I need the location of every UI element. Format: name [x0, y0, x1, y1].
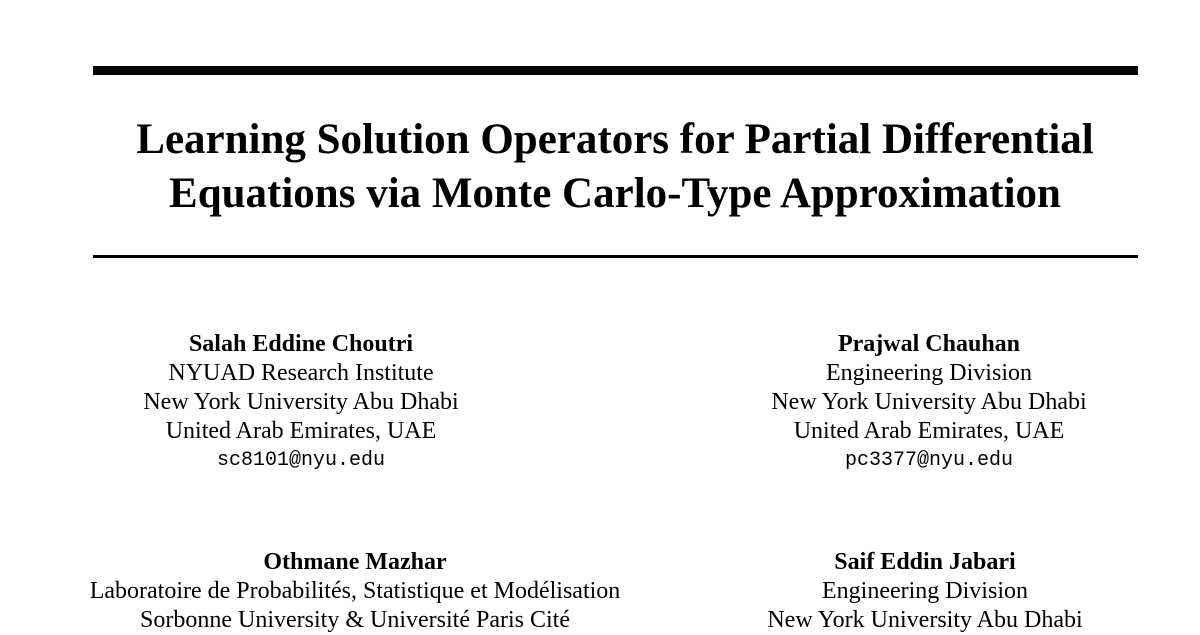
author-block-chauhan [609, 330, 1200, 475]
paper-title [60, 113, 1170, 221]
author-affiliation: New York University Abu Dhabi [771, 389, 1087, 415]
author-affiliation: New York University Abu Dhabi [767, 607, 1083, 633]
author-affiliation: Sorbonne University & Université Paris Cité [140, 607, 570, 633]
paper-title-line-2: Equations via Monte Carlo-Type Approximation [169, 170, 1061, 217]
title-bottom-rule [93, 255, 1138, 258]
author-affiliation: New York University Abu Dhabi [143, 389, 459, 415]
author-block-choutri [0, 330, 621, 475]
author-affiliation: Engineering Division [826, 360, 1032, 386]
author-block-jabari [605, 548, 1200, 635]
title-top-rule [93, 66, 1138, 75]
paper-title-line-1: Learning Solution Operators for Partial Differential [136, 116, 1094, 163]
author-name: Othmane Mazhar [263, 549, 447, 575]
author-affiliation: NYUAD Research Institute [168, 360, 434, 386]
author-affiliation: United Arab Emirates, UAE [793, 418, 1065, 444]
author-name: Salah Eddine Choutri [188, 331, 414, 357]
author-affiliation: Laboratoire de Probabilités, Statistique et Modélisation [89, 578, 621, 604]
author-email: pc3377@nyu.edu [844, 449, 1014, 472]
author-affiliation: Engineering Division [822, 578, 1028, 604]
author-email: sc8101@nyu.edu [216, 449, 386, 472]
author-name: Prajwal Chauhan [837, 331, 1021, 357]
author-name: Saif Eddin Jabari [834, 549, 1016, 575]
author-affiliation: United Arab Emirates, UAE [165, 418, 437, 444]
author-block-mazhar [35, 548, 675, 635]
